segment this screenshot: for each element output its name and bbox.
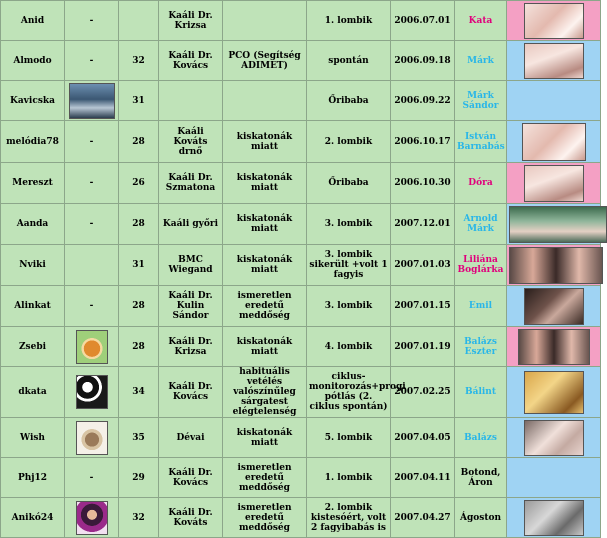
baby-photo-image: [524, 371, 584, 414]
age-cell: 31: [119, 245, 159, 286]
avatar-cell: -: [65, 1, 119, 41]
method-cell: 2. lombik kistesóért, volt 2 fagyibabás is: [307, 498, 391, 538]
baby-photo-image: [524, 3, 584, 39]
avatar-cell: -: [65, 286, 119, 327]
date-cell: 2006.10.17: [391, 121, 455, 163]
child-name-cell: Dóra: [455, 163, 507, 204]
avatar-image: [76, 330, 108, 364]
nickname-cell: Alinkat: [1, 286, 65, 327]
age-cell: 29: [119, 458, 159, 498]
baby-photo-cell: [507, 418, 601, 458]
date-cell: 2006.10.30: [391, 163, 455, 204]
baby-photo-cell: [507, 458, 601, 498]
avatar-image: [76, 501, 108, 535]
table-row: [1, 418, 601, 458]
age-cell: 32: [119, 498, 159, 538]
table-row: [1, 286, 601, 327]
doctor-cell: BMC Wiegand: [159, 245, 223, 286]
baby-photo-cell: [507, 327, 601, 367]
doctor-cell: Kaáli Kováts drnő: [159, 121, 223, 163]
avatar-cell: -: [65, 41, 119, 81]
nickname-cell: Anikó24: [1, 498, 65, 538]
avatar-cell: [65, 367, 119, 418]
baby-photo-image: [524, 165, 584, 202]
age-cell: 34: [119, 367, 159, 418]
reason-cell: habituális vetélés valószínűleg sárgatest elégtelenség: [223, 367, 307, 418]
avatar-cell: -: [65, 204, 119, 245]
reason-cell: [223, 81, 307, 121]
table-row: [1, 163, 601, 204]
method-cell: 3. lombik sikerült +volt 1 fagyis: [307, 245, 391, 286]
baby-photo-cell: [507, 498, 601, 538]
avatar-cell: [65, 81, 119, 121]
baby-photo-image: [524, 288, 584, 325]
baby-photo-cell: [507, 41, 601, 81]
table-row: [1, 1, 601, 41]
avatar-cell: -: [65, 121, 119, 163]
nickname-cell: dkata: [1, 367, 65, 418]
baby-photo-image: [509, 206, 607, 243]
avatar-cell: [65, 327, 119, 367]
method-cell: 1. lombik: [307, 458, 391, 498]
reason-cell: kiskatonák miatt: [223, 121, 307, 163]
nickname-cell: melódia78: [1, 121, 65, 163]
avatar-image: [76, 421, 108, 455]
reason-cell: PCO (Segítség ADIMET): [223, 41, 307, 81]
child-name-cell: Emil: [455, 286, 507, 327]
reason-cell: kiskatonák miatt: [223, 245, 307, 286]
age-cell: 32: [119, 41, 159, 81]
baby-photo-image: [509, 247, 603, 284]
age-cell: 28: [119, 204, 159, 245]
doctor-cell: [159, 81, 223, 121]
reason-cell: kiskatonák miatt: [223, 327, 307, 367]
baby-photo-cell: [507, 245, 601, 286]
age-cell: 28: [119, 121, 159, 163]
baby-photo-cell: [507, 121, 601, 163]
baby-photo-cell: [507, 286, 601, 327]
date-cell: 2007.01.03: [391, 245, 455, 286]
method-cell: 3. lombik: [307, 286, 391, 327]
child-name-cell: Márk Sándor: [455, 81, 507, 121]
doctor-cell: Kaáli győri: [159, 204, 223, 245]
table-row: [1, 458, 601, 498]
doctor-cell: Kaáli Dr. Kovács: [159, 41, 223, 81]
avatar-cell: -: [65, 163, 119, 204]
reason-cell: ismeretlen eredetű meddőség: [223, 458, 307, 498]
age-cell: 35: [119, 418, 159, 458]
date-cell: 2006.09.18: [391, 41, 455, 81]
method-cell: 5. lombik: [307, 418, 391, 458]
avatar-cell: -: [65, 458, 119, 498]
method-cell: 4. lombik: [307, 327, 391, 367]
method-cell: 3. lombik: [307, 204, 391, 245]
nickname-cell: Kavicska: [1, 81, 65, 121]
doctor-cell: Kaáli Dr. Kovács: [159, 367, 223, 418]
baby-photo-cell: [507, 1, 601, 41]
child-name-cell: István Barnabás: [455, 121, 507, 163]
doctor-cell: Kaáli Dr. Kováts: [159, 498, 223, 538]
baby-photo-cell: [507, 204, 601, 245]
nickname-cell: Nviki: [1, 245, 65, 286]
baby-photo-cell: [507, 367, 601, 418]
child-name-cell: Arnold Márk: [455, 204, 507, 245]
doctor-cell: Kaáli Dr. Kovács: [159, 458, 223, 498]
baby-photo-image: [518, 329, 590, 365]
table-body: [1, 1, 601, 538]
table-row: [1, 121, 601, 163]
table-row: [1, 81, 601, 121]
age-cell: 31: [119, 81, 159, 121]
date-cell: 2006.07.01: [391, 1, 455, 41]
child-name-cell: Botond, Áron: [455, 458, 507, 498]
date-cell: 2007.12.01: [391, 204, 455, 245]
age-cell: 28: [119, 286, 159, 327]
child-name-cell: Kata: [455, 1, 507, 41]
table-row: [1, 367, 601, 418]
baby-photo-cell: [507, 81, 601, 121]
reason-cell: kiskatonák miatt: [223, 204, 307, 245]
reason-cell: kiskatonák miatt: [223, 163, 307, 204]
method-cell: 1. lombik: [307, 1, 391, 41]
avatar-cell: [65, 498, 119, 538]
nickname-cell: Almodo: [1, 41, 65, 81]
age-cell: 28: [119, 327, 159, 367]
avatar-image: [69, 83, 115, 119]
date-cell: 2007.04.05: [391, 418, 455, 458]
method-cell: spontán: [307, 41, 391, 81]
avatar-image: [76, 375, 108, 409]
avatar-cell: [65, 245, 119, 286]
nickname-cell: Aanda: [1, 204, 65, 245]
method-cell: Őribaba: [307, 163, 391, 204]
age-cell: 26: [119, 163, 159, 204]
date-cell: 2007.04.11: [391, 458, 455, 498]
nickname-cell: Wish: [1, 418, 65, 458]
nickname-cell: Anid: [1, 1, 65, 41]
method-cell: Őribaba: [307, 81, 391, 121]
date-cell: 2007.01.19: [391, 327, 455, 367]
baby-photo-image: [522, 123, 586, 161]
baby-photo-image: [524, 43, 584, 79]
child-name-cell: Bálint: [455, 367, 507, 418]
date-cell: 2007.01.15: [391, 286, 455, 327]
child-name-cell: Liliána Boglárka: [455, 245, 507, 286]
doctor-cell: Kaáli Dr. Krizsa: [159, 1, 223, 41]
table-row: [1, 327, 601, 367]
avatar-cell: [65, 418, 119, 458]
table-row: [1, 498, 601, 538]
doctor-cell: Dévai: [159, 418, 223, 458]
nickname-cell: Zsebi: [1, 327, 65, 367]
date-cell: 2006.09.22: [391, 81, 455, 121]
child-name-cell: Ágoston: [455, 498, 507, 538]
baby-photo-cell: [507, 163, 601, 204]
method-cell: 2. lombik: [307, 121, 391, 163]
doctor-cell: Kaáli Dr. Krizsa: [159, 327, 223, 367]
method-cell: ciklus-monitorozás+progi pótlás (2. ciklus spontán): [307, 367, 391, 418]
baby-photo-image: [524, 420, 584, 456]
nickname-cell: Mereszt: [1, 163, 65, 204]
baby-photo-image: [524, 500, 584, 536]
date-cell: 2007.02.25: [391, 367, 455, 418]
date-cell: 2007.04.27: [391, 498, 455, 538]
child-name-cell: Balázs Eszter: [455, 327, 507, 367]
doctor-cell: Kaáli Dr. Kulin Sándor: [159, 286, 223, 327]
reason-cell: ismeretlen eredetű meddőség: [223, 286, 307, 327]
doctor-cell: Kaáli Dr. Szmatona: [159, 163, 223, 204]
age-cell: [119, 1, 159, 41]
reason-cell: ismeretlen eredetű meddőség: [223, 498, 307, 538]
nickname-cell: Phj12: [1, 458, 65, 498]
table-row: [1, 41, 601, 81]
table-row: [1, 245, 601, 286]
child-name-cell: Balázs: [455, 418, 507, 458]
reason-cell: [223, 1, 307, 41]
child-name-cell: Márk: [455, 41, 507, 81]
reason-cell: kiskatonák miatt: [223, 418, 307, 458]
table-row: [1, 204, 601, 245]
